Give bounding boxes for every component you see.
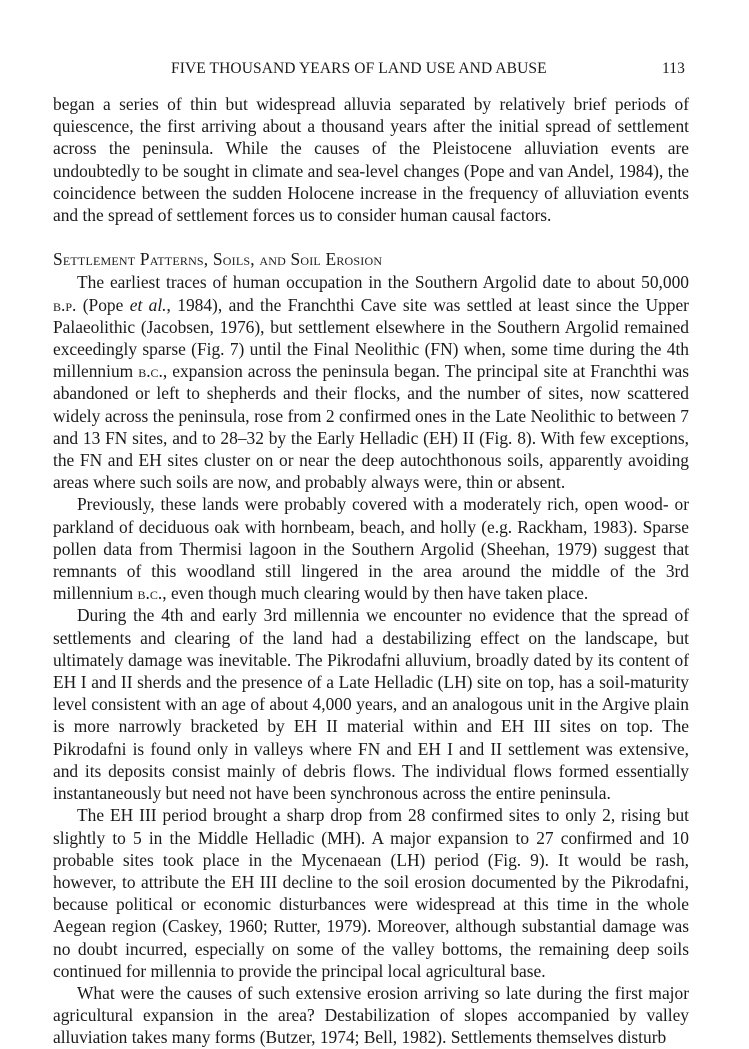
text-run: , expansion across the peninsula began. The principal site at Franchthi was abandoned or left to shepherds and their flocks, and the number of sites, now scattered widely across the peninsula, rose from 2 confirmed ones in the Late Neolithic to between 7 and 13 FN sites, and to 28–32 by the Early Helladic (EH) II (Fig. 8). With few exceptions, the FN and EH sites cluster on or near the deep autochthonous soils, apparently avoiding areas where such soils are now, and probably always were, thin or absent. bbox=[53, 361, 689, 493]
abbrev-bc: b.c. bbox=[137, 583, 163, 604]
text-run: Previously, these lands were probably covered with a moderately rich, open wood- or parkland of deciduous oak with hornbeam, beach, and holly (e.g. Rackham, 1983). Sparse pollen data from Thermisi lagoon in the Southern Argolid (Sheehan, 1979) suggest that remnants of this woodland still lingered in the area around the middle of the 3rd millennium bbox=[53, 494, 689, 604]
paragraph-continued: began a series of thin but widespread alluvia separated by relatively brief periods of quiescence, the first arriving about a thousand years after the initial spread of settlement across the peninsula. While the causes of the Pleistocene alluviation events are undoubtedly to be sought in climate and sea-level changes (Pope and van Andel, 1984), the coincidence between the sudden Holocene increase in the frequency of alluviation events and the spread of settlement forces us to consider human causal factors. bbox=[53, 94, 689, 226]
running-title: FIVE THOUSAND YEARS OF LAND USE AND ABUSE bbox=[171, 60, 547, 77]
page-number: 113 bbox=[662, 60, 685, 77]
abbrev-bc: b.c. bbox=[138, 361, 163, 382]
text-run: (Pope bbox=[76, 294, 130, 315]
paragraph-pikrodafni: During the 4th and early 3rd millennia we encounter no evidence that the spread of settlements and clearing of the land had a destabilizing effect on the landscape, but ultimately damage was inevitable. The Pikrodafni alluvium, broadly dated by its content of EH I and II sherds and the presence of a Late Helladic (LH) site on top, has a soil-maturity level consistent with an age of about 4,000 years, and an analogous unit in the Argive plain is more narrowly bracketed by EH II material within and EH III sites on top. The Pikrodafni is found only in valleys where FN and EH I and II settlement was extensive, and its deposits consist mainly of debris flows. The individual flows formed essentially instantaneously but need not have been synchronous across the entire peninsula. bbox=[53, 605, 689, 804]
paragraph-causes: What were the causes of such extensive erosion arriving so late during the first major agricultural expansion in the area? Destabilization of slopes accompanied by valley alluviation takes many forms (Butzer, 1974; Bell, 1982). Settlements themselves disturb bbox=[53, 982, 689, 1048]
text-run: The earliest traces of human occupation in the Southern Argolid date to about 50,000 bbox=[77, 272, 689, 293]
paragraph-eh-iii: The EH III period brought a sharp drop from 28 confirmed sites to only 2, rising but slightly to 5 in the Middle Helladic (MH). A major expansion to 27 confirmed and 10 probable sites took place in the Mycenaean (LH) period (Fig. 9). It would be rash, however, to attribute the EH III decline to the soil erosion documented by the Pikrodafni, because political or economic disturbances were widespread at this time in the whole Aegean region (Caskey, 1960; Rutter, 1979). Moreover, although substantial damage was no doubt incurred, especially on some of the valley bottoms, the remaining deep soils continued for millennia to provide the principal local agricultural base. bbox=[53, 805, 689, 981]
abbrev-bp: b.p. bbox=[53, 294, 77, 315]
paragraph-woodland bbox=[53, 493, 689, 604]
article-body bbox=[53, 93, 689, 1049]
section-heading: Settlement Patterns, Soils, and Soil Erosion bbox=[53, 249, 383, 270]
text-run: , 1984), and the Franchthi Cave site was settled at least since the Upper Palaeolithic (Jacobsen, 1976), but settlement elsewhere in the Southern Argolid remained exceedingly sparse (Fig. 7) until the Final Neolithic (FN) when, some time during the 4th millennium bbox=[53, 294, 689, 382]
text-run: , even though much clearing would by then have taken place. bbox=[162, 583, 589, 604]
running-header bbox=[111, 60, 685, 82]
et-al-italic: et al. bbox=[129, 294, 167, 315]
paragraph-earliest-traces bbox=[53, 271, 689, 493]
